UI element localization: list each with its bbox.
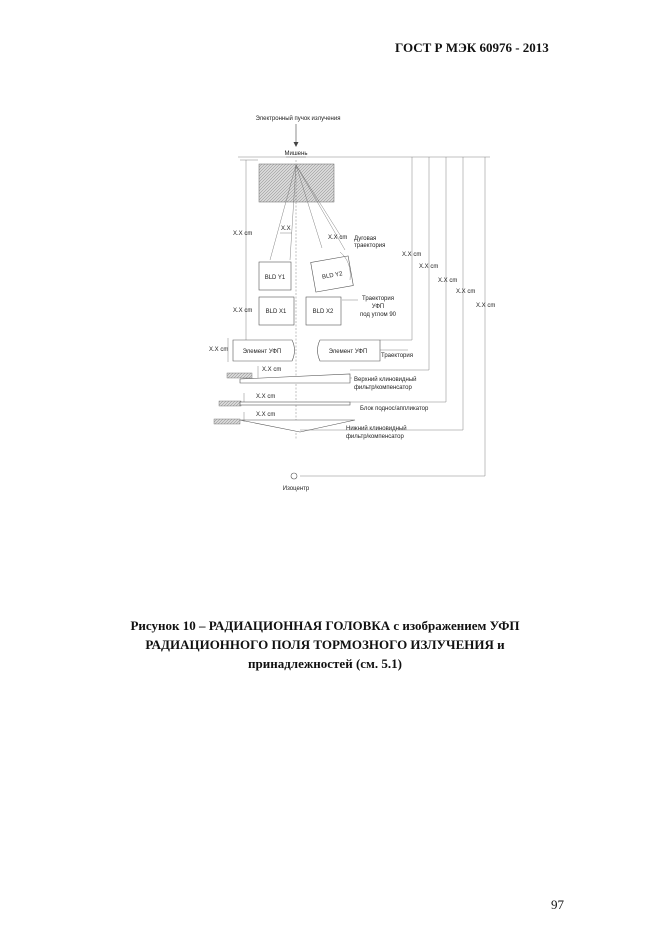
dim-label-bld: X.X cm (233, 308, 253, 314)
bld-x2-label: BLD X2 (312, 309, 334, 315)
upper-wedge (240, 374, 350, 383)
tray-bar (240, 402, 350, 405)
mlc-right-label: Элемент УФП (328, 349, 368, 355)
dim-label-right-3: X.X cm (438, 278, 458, 284)
dim-label-right-4: X.X cm (456, 289, 476, 295)
isocenter-label: Изоцентр (282, 486, 310, 492)
caption-line-2: РАДИАЦИОННОГО ПОЛЯ ТОРМОЗНОГО ИЗЛУЧЕНИЯ и (145, 637, 505, 652)
bld-y1-label: BLD Y1 (264, 275, 286, 281)
dim-label-arc: X.X cm (328, 235, 348, 241)
target-block (259, 164, 334, 202)
dim-label-upper-wedge: X.X cm (262, 367, 282, 373)
tray-label: Блок поднос/аппликатор (360, 406, 429, 412)
mlc-trajectory-label-3: под углом 90 (359, 312, 397, 318)
caption-line-1: Рисунок 10 – РАДИАЦИОННАЯ ГОЛОВКА с изображением УФП (130, 618, 520, 633)
dim-label-angle: X.X (281, 226, 291, 232)
page-number: 97 (551, 897, 564, 912)
document-header: ГОСТ Р МЭК 60976 - 2013 (395, 40, 549, 55)
mlc-trajectory-label-1: Траектория (362, 296, 394, 302)
mlc-left-label: Элемент УФП (242, 349, 282, 355)
upper-wedge-label-1: Верхний клиновидный (354, 377, 417, 383)
target-label: Мишень (284, 151, 308, 157)
caption-line-3: принадлежностей (см. 5.1) (248, 656, 402, 671)
bld-x1-label: BLD X1 (265, 309, 287, 315)
bld-y2-group (311, 256, 354, 292)
upper-wedge-mount (227, 373, 252, 378)
trajectory-label: Траектория (381, 353, 413, 359)
dim-label-lower-wedge: X.X cm (256, 412, 276, 418)
lower-wedge (240, 420, 355, 432)
dim-label-top: X.X cm (233, 231, 253, 237)
dim-label-tray: X.X cm (256, 394, 276, 400)
mlc-trajectory-label-2: УФП (371, 304, 385, 310)
dim-label-right-5: X.X cm (476, 303, 496, 309)
arc-trajectory-label-1: Дуговая (354, 236, 377, 242)
bld-y2-label: BLD Y2 (321, 271, 344, 281)
tray-mount (219, 401, 241, 406)
lower-wedge-mount (214, 419, 240, 424)
figure-caption (90, 616, 560, 673)
lower-wedge-label-1: Нижний клиновидный (346, 426, 407, 432)
dim-label-right-1: X.X cm (402, 252, 422, 258)
dim-label-mlc: X.X cm (209, 347, 229, 353)
beam-arrowhead (294, 142, 299, 147)
dim-label-right-2: X.X cm (419, 264, 439, 270)
lower-wedge-label-2: фильтр/компенсатор (346, 434, 404, 440)
beam-label: Электронный пучок излучения (255, 116, 341, 122)
upper-wedge-label-2: фильтр/компенсатор (354, 385, 412, 391)
arc-trajectory-label-2: траектория (354, 243, 386, 249)
isocenter-marker (291, 473, 297, 479)
